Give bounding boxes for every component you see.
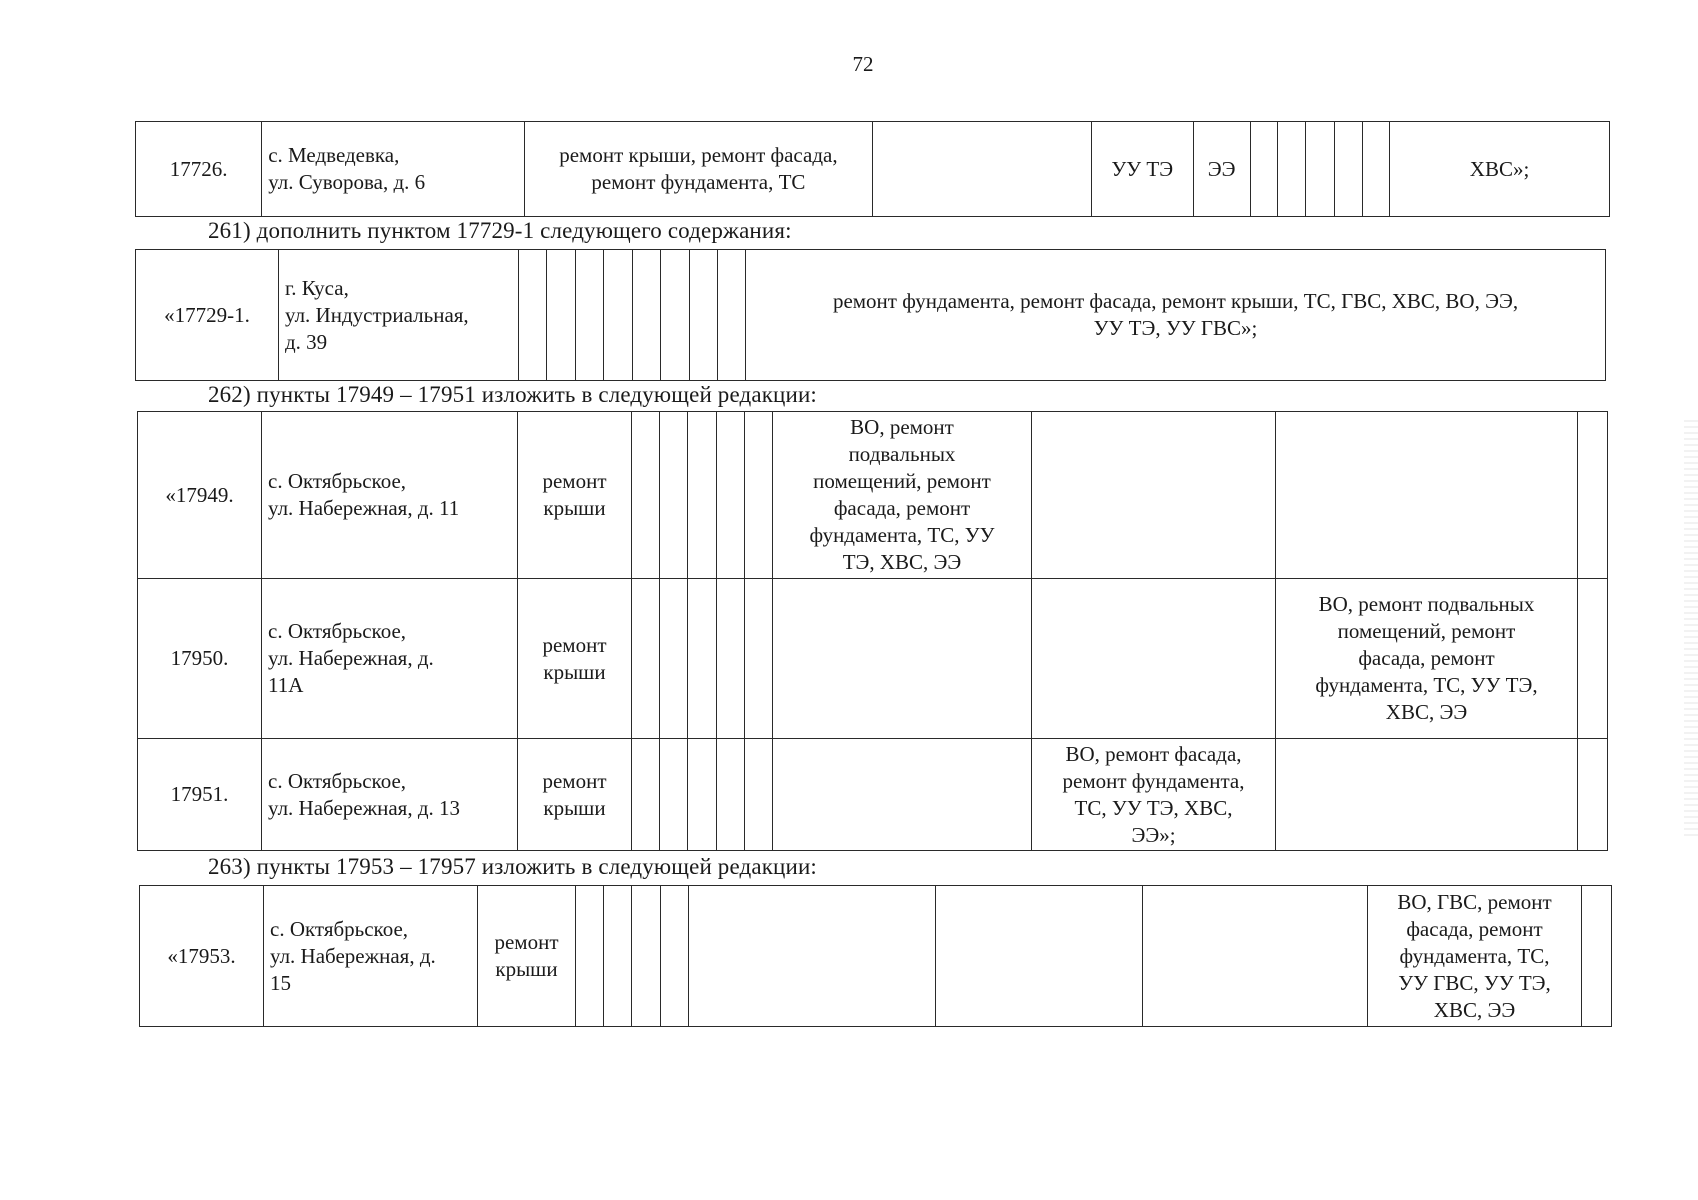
empty-cell xyxy=(745,412,773,579)
empty-cell xyxy=(688,739,717,851)
empty-cell xyxy=(1578,579,1608,739)
page-number: 72 xyxy=(852,52,874,76)
empty-cell xyxy=(660,739,688,851)
address-cell: с. Октябрьское, ул. Набережная, д. 13 xyxy=(262,739,518,851)
empty-cell xyxy=(717,412,745,579)
empty-cell xyxy=(1032,412,1276,579)
roof-repair-cell: ремонт крыши xyxy=(478,886,576,1027)
empty-cell xyxy=(1578,739,1608,851)
empty-cell xyxy=(661,886,689,1027)
empty-cell xyxy=(773,579,1032,739)
address-cell: г. Куса, ул. Индустриальная, д. 39 xyxy=(279,250,519,381)
works-cell: ремонт крыши, ремонт фасада, ремонт фундамента, ТС xyxy=(524,122,872,217)
row-number: 17726. xyxy=(136,122,262,217)
works-cell: ВО, ремонт подвальных помещений, ремонт фасада, ремонт фундамента, ТС, УУ ТЭ, ХВС, ЭЭ xyxy=(1276,579,1578,739)
row-number: «17949. xyxy=(138,412,262,579)
empty-cell xyxy=(1578,412,1608,579)
empty-cell xyxy=(604,250,633,381)
row-number: 17951. xyxy=(138,739,262,851)
empty-cell xyxy=(632,412,660,579)
address-cell: с. Октябрьское, ул. Набережная, д. 15 xyxy=(264,886,478,1027)
table-row-17726 xyxy=(135,121,1610,217)
empty-cell xyxy=(1335,122,1362,217)
empty-cell xyxy=(660,579,688,739)
empty-cell xyxy=(547,250,576,381)
table-rows-17949-17951 xyxy=(137,411,1608,851)
empty-cell xyxy=(1582,886,1612,1027)
address-cell: с. Медведевка, ул. Суворова, д. 6 xyxy=(262,122,525,217)
roof-repair-cell: ремонт крыши xyxy=(518,739,632,851)
empty-cell xyxy=(632,739,660,851)
empty-cell xyxy=(1278,122,1305,217)
roof-repair-cell: ремонт крыши xyxy=(518,579,632,739)
empty-cell xyxy=(633,250,661,381)
empty-cell xyxy=(773,739,1032,851)
empty-cell xyxy=(689,886,936,1027)
empty-cell xyxy=(1250,122,1277,217)
empty-cell xyxy=(688,579,717,739)
empty-cell xyxy=(576,886,604,1027)
address-cell: с. Октябрьское, ул. Набережная, д. 11 xyxy=(262,412,518,579)
instruction-263: 263) пункты 17953 – 17957 изложить в следующей редакции: xyxy=(208,854,817,879)
empty-cell xyxy=(519,250,547,381)
table-row-17729-1 xyxy=(135,249,1606,381)
empty-cell xyxy=(1276,739,1578,851)
empty-cell xyxy=(632,886,661,1027)
empty-cell xyxy=(632,579,660,739)
empty-cell xyxy=(690,250,718,381)
empty-cell xyxy=(1143,886,1368,1027)
empty-cell xyxy=(1032,579,1276,739)
table-row xyxy=(138,739,1608,851)
empty-cell xyxy=(1305,122,1335,217)
empty-cell xyxy=(661,250,690,381)
empty-cell xyxy=(872,122,1091,217)
empty-cell xyxy=(718,250,746,381)
works-cell: ВО, ремонт фасада, ремонт фундамента, ТС, УУ ТЭ, ХВС, ЭЭ»; xyxy=(1032,739,1276,851)
row-number: «17729-1. xyxy=(136,250,279,381)
table-row xyxy=(138,579,1608,739)
empty-cell xyxy=(717,579,745,739)
empty-cell xyxy=(688,412,717,579)
empty-cell xyxy=(604,886,632,1027)
scan-edge-artifact xyxy=(1684,420,1698,840)
empty-cell xyxy=(717,739,745,851)
empty-cell xyxy=(576,250,604,381)
works-cell: ремонт фундамента, ремонт фасада, ремонт крыши, ТС, ГВС, ХВС, ВО, ЭЭ, УУ ТЭ, УУ ГВС»; xyxy=(746,250,1606,381)
table-row-17953 xyxy=(139,885,1612,1027)
empty-cell xyxy=(1276,412,1578,579)
address-cell: с. Октябрьское, ул. Набережная, д. 11А xyxy=(262,579,518,739)
row-number: 17950. xyxy=(138,579,262,739)
works-cell: ВО, ГВС, ремонт фасада, ремонт фундамента, ТС, УУ ГВС, УУ ТЭ, ХВС, ЭЭ xyxy=(1368,886,1582,1027)
empty-cell xyxy=(660,412,688,579)
row-number: «17953. xyxy=(140,886,264,1027)
instruction-261: 261) дополнить пунктом 17729-1 следующего содержания: xyxy=(208,218,792,243)
empty-cell xyxy=(745,579,773,739)
empty-cell xyxy=(936,886,1143,1027)
empty-cell xyxy=(1362,122,1389,217)
works-cell: УУ ТЭ xyxy=(1091,122,1193,217)
table-row xyxy=(138,412,1608,579)
works-cell: ЭЭ xyxy=(1193,122,1250,217)
roof-repair-cell: ремонт крыши xyxy=(518,412,632,579)
instruction-262: 262) пункты 17949 – 17951 изложить в следующей редакции: xyxy=(208,382,817,407)
works-cell: ВО, ремонт подвальных помещений, ремонт фасада, ремонт фундамента, ТС, УУ ТЭ, ХВС, ЭЭ xyxy=(773,412,1032,579)
empty-cell xyxy=(745,739,773,851)
works-cell: ХВС»; xyxy=(1390,122,1610,217)
